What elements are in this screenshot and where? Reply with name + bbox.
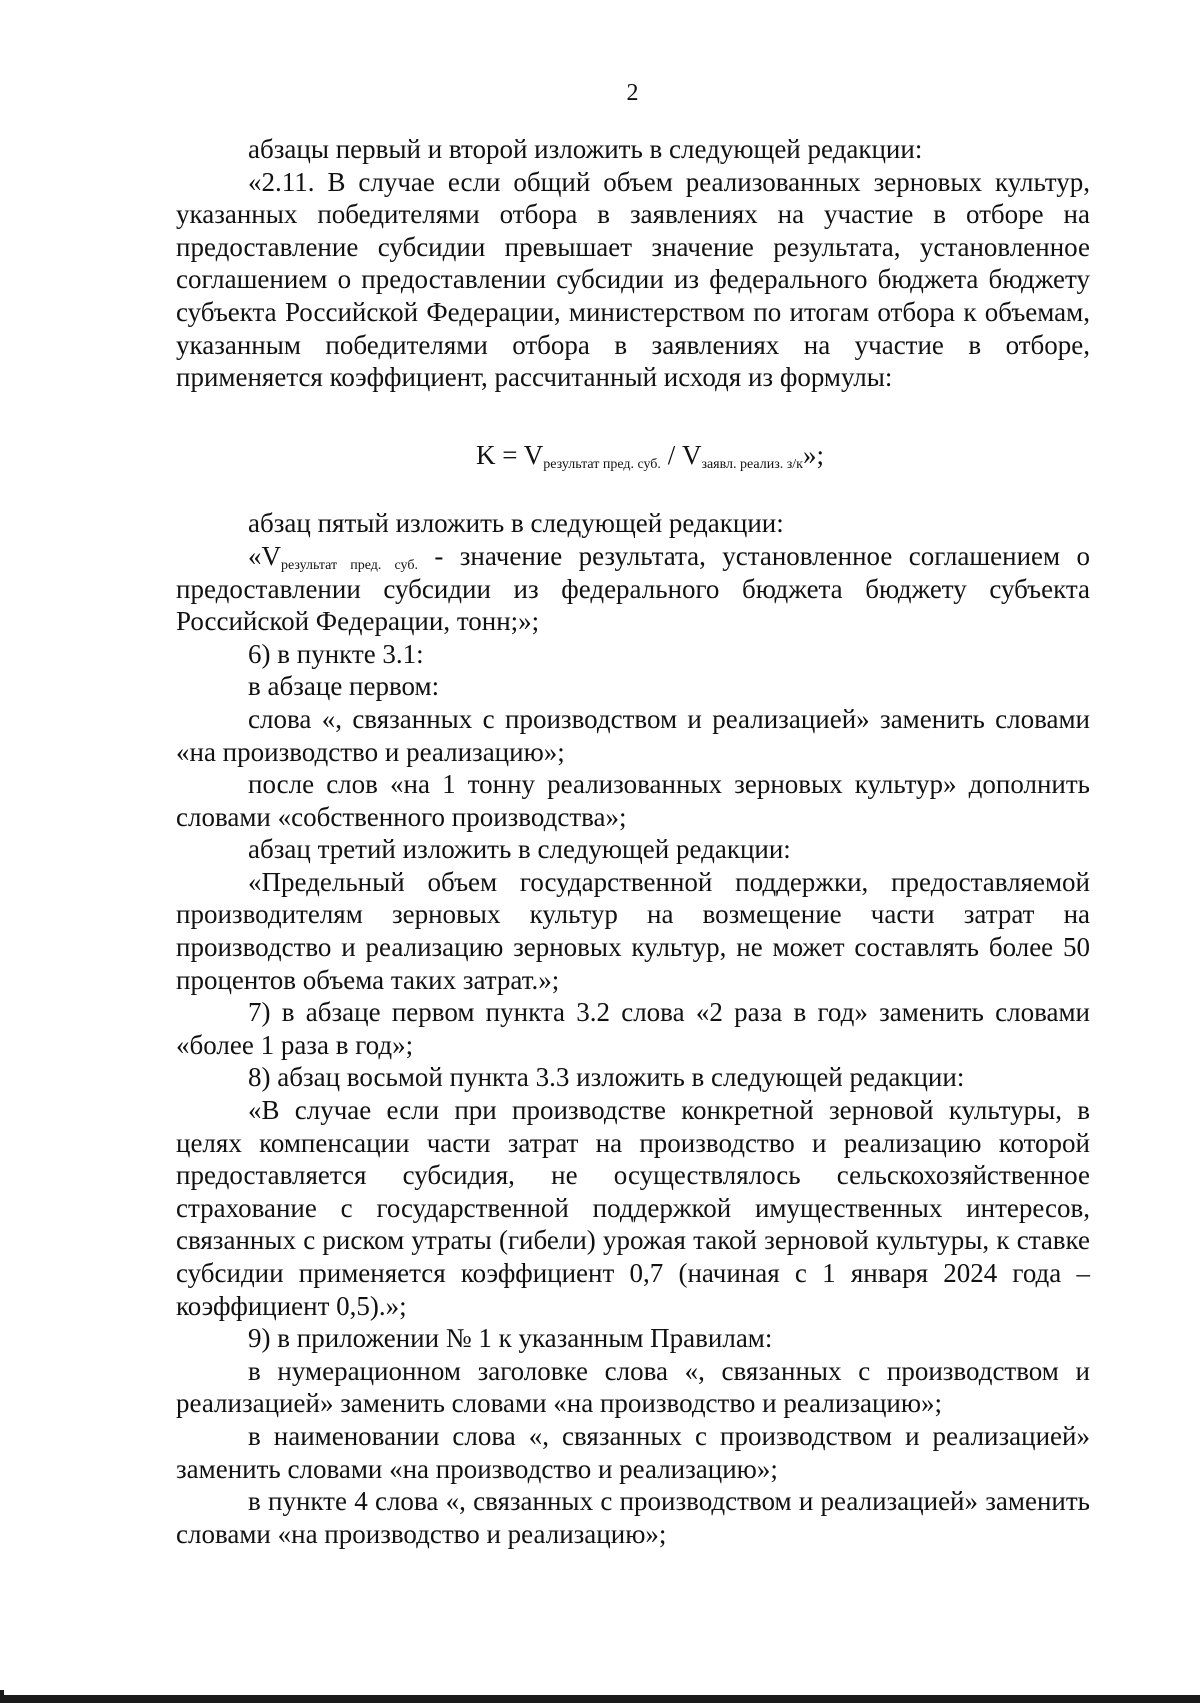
paragraph-9: после слов «на 1 тонну реализованных зерновых культур» дополнить словами «собственного производства»; — [176, 769, 1090, 832]
paragraph-1: абзацы первый и второй изложить в следующей редакции: — [248, 134, 923, 164]
paragraph-7: в абзаце первом: — [248, 671, 440, 702]
formula-subscript-result: результат пред. суб. — [543, 456, 661, 472]
paragraph-16: в нумерационном заголовке слова «, связанных с производством и реализацией» заменить словами «на производство и реализацию»; — [176, 1355, 1090, 1419]
formula-lhs: K = V — [475, 439, 544, 470]
scan-left-edge — [0, 1690, 4, 1703]
paragraph-13: 8) абзац восьмой пункта 3.3 изложить в следующей редакции: — [248, 1062, 965, 1093]
paragraph-4: абзац пятый изложить в следующей редакции: — [248, 508, 784, 539]
paragraph-5-subscript: результат пред. суб. — [281, 557, 418, 573]
formula-separator: / V — [660, 439, 702, 470]
paragraph-8: слова «, связанных с производством и реализацией» заменить словами «на производство и реализацию»; — [176, 703, 1090, 767]
paragraph-12: 7) в абзаце первом пункта 3.2 слова «2 раза в год» заменить словами «более 1 раза в год»; — [176, 997, 1090, 1060]
paragraph-14: «В случае если при производстве конкретной зерновой культуры, в целях компенсации части затрат на производство и реализацию которой предоставляется субсидия, не осуществлялось сельскохозяйственное страхование с государственной поддержкой имущественных интересов, связанных с риском утраты (гибели) урожая такой зерновой культуры, к ставке субсидии применяется коэффициент 0,7 (начиная с 1 января 2024 года – коэффициент 0,5).»; — [176, 1095, 1090, 1321]
document-body — [176, 133, 1090, 1550]
paragraph-18: в пункте 4 слова «, связанных с производством и реализацией» заменить словами «на производство и реализацию»; — [176, 1486, 1090, 1549]
page-number: 2 — [626, 80, 639, 106]
paragraph-6: 6) в пункте 3.1: — [248, 638, 424, 669]
paragraph-11: «Предельный объем государственной поддержки, предоставляемой производителям зерновых культур на возмещение части затрат на производство и реализацию зерновых культур, не может составлять более 50 процентов объема таких затрат.»; — [176, 866, 1090, 995]
paragraph-5: «$V_{результат пред. суб.}$ - значение результата, установленное соглашением о предоставлении субсидии из федерального бюджета бюджету субъекта Российской Федерации, тонн;»; — [176, 540, 1090, 637]
formula-subscript-declared: заявл. реализ. з/к — [701, 456, 803, 472]
scan-bottom-edge — [0, 1695, 1200, 1703]
paragraph-10: абзац третий изложить в следующей редакции: — [248, 834, 791, 865]
formula-end: »; — [803, 439, 825, 470]
paragraph-15: 9) в приложении № 1 к указанным Правилам: — [248, 1323, 773, 1354]
paragraph-2: «2.11. В случае если общий объем реализованных зерновых культур, указанных победителями отбора в заявлениях на участие в отборе на предоставление субсидии превышает значение результата, установленное соглашением о предоставлении субсидии из федерального бюджета бюджету субъекта Российской Федерации, министерством по итогам отбора к объемам, указанным победителями отбора в заявлениях на участие в отборе, применяется коэффициент, рассчитанный исходя из формулы: — [176, 166, 1090, 393]
formula — [176, 439, 1090, 472]
paragraph-5-text: - значение результата, установленное соглашением о предоставлении субсидии из федерального бюджета бюджету субъекта Российской Федерации, тонн;»; — [176, 540, 1090, 637]
paragraph-17: в наименовании слова «, связанных с производством и реализацией» заменить словами «на производство и реализацию»; — [176, 1420, 1090, 1484]
